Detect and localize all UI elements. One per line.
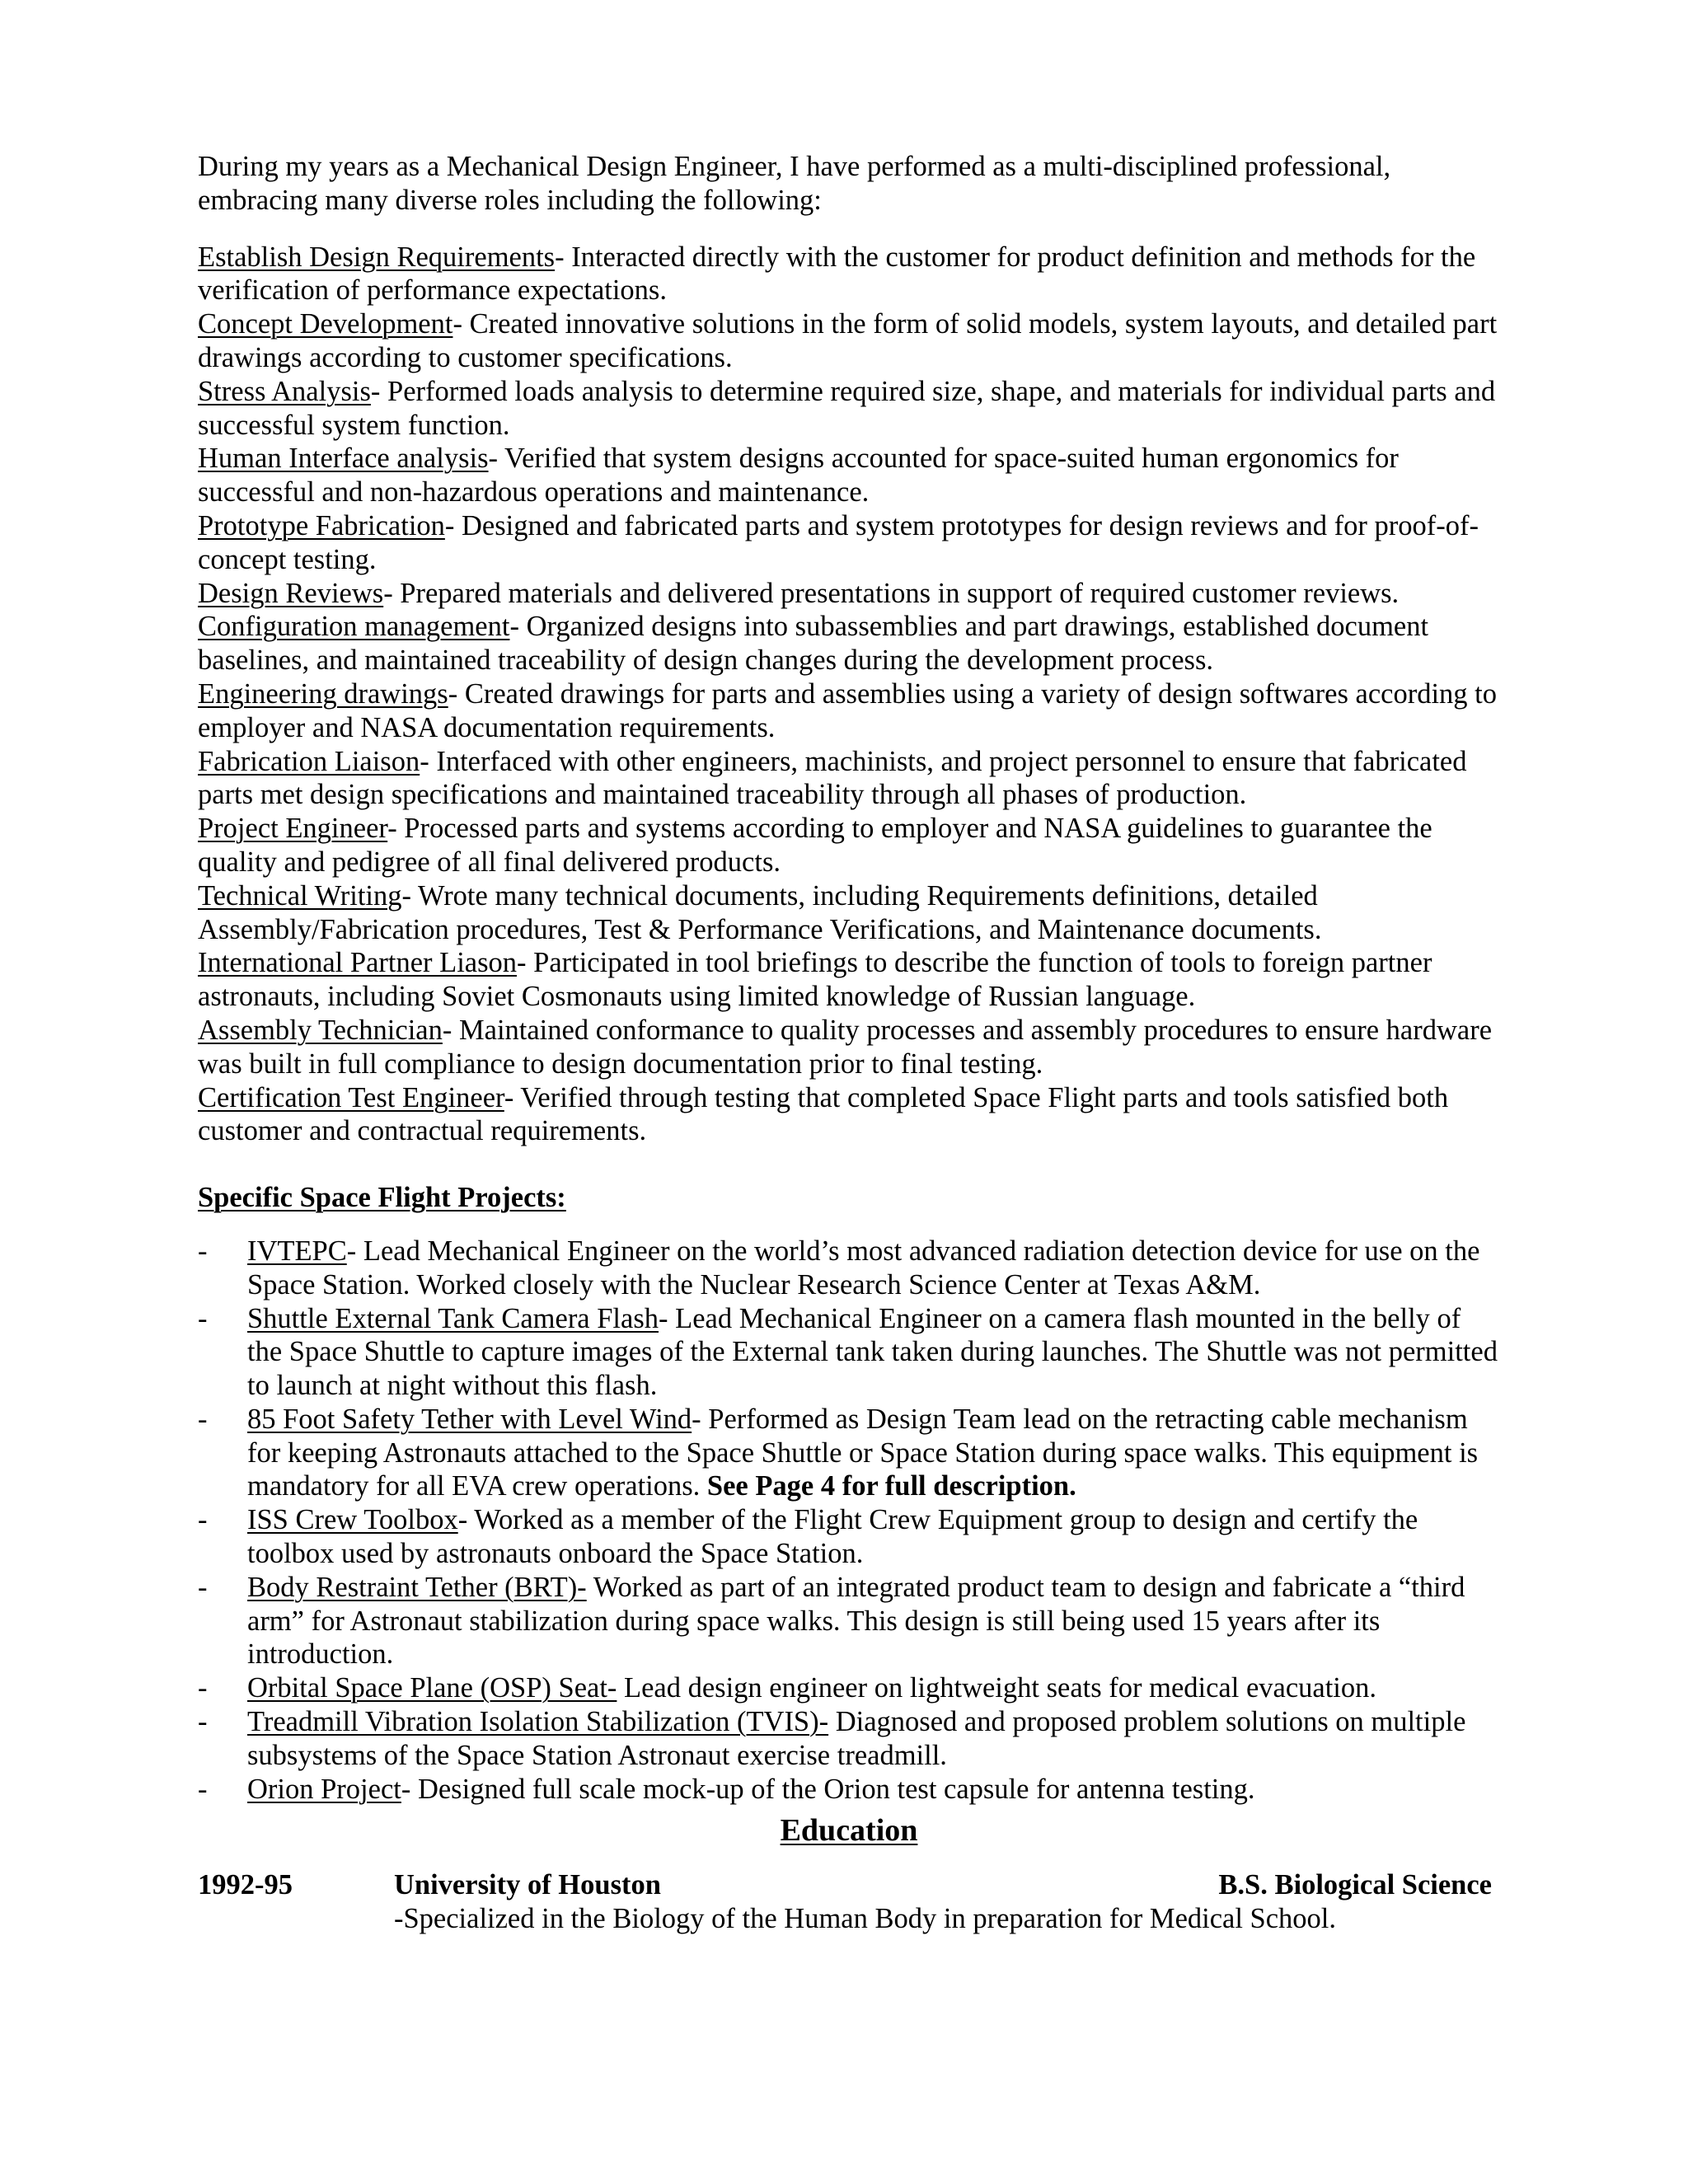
project-description: Diagnosed and proposed problem solutions on multiple subsystems of the Space Station Astronaut exercise treadmill. — [247, 1706, 1466, 1771]
role-description: - Verified through testing that completed Space Flight parts and tools satisfied both customer and contractual requirements. — [198, 1081, 1449, 1147]
role-item — [198, 879, 1500, 947]
role-description: - Interfaced with other engineers, machinists, and project personnel to ensure that fabricated parts met design specifications and maintained traceability through all phases of production. — [198, 745, 1467, 811]
project-item — [198, 1403, 1500, 1503]
role-item — [198, 375, 1500, 443]
roles-list — [198, 241, 1500, 1149]
role-title: Concept Development — [198, 308, 453, 340]
role-description: - Organized designs into subassemblies and part drawings, established document baselines, and maintained traceability of design changes during the development process. — [198, 611, 1429, 677]
education-heading: Education — [780, 1813, 918, 1849]
project-item — [198, 1235, 1500, 1302]
role-item — [198, 812, 1500, 879]
project-bullet: - — [198, 1235, 208, 1267]
role-title: Engineering drawings — [198, 677, 448, 710]
project-title: ISS Crew Toolbox — [247, 1504, 458, 1536]
role-item — [198, 677, 1500, 745]
project-description: - Lead Mechanical Engineer on a camera flash mounted in the belly of the Space Shuttle to capture images of the External tank taken during launches. The Shuttle was not permitted to launch at night without this flash. — [247, 1302, 1498, 1402]
project-title: 85 Foot Safety Tether with Level Wind — [247, 1403, 692, 1435]
project-description: - Designed full scale mock-up of the Orion test capsule for antenna testing. — [401, 1773, 1255, 1805]
intro-paragraph: During my years as a Mechanical Design Engineer, I have performed as a multi-disciplined professional, embracing many diverse roles including the following: — [198, 151, 1391, 216]
project-item — [198, 1302, 1500, 1403]
role-description: - Wrote many technical documents, including Requirements definitions, detailed Assembly/Fabrication procedures, Test & Performance Verifications, and Maintenance documents. — [198, 879, 1322, 945]
role-description: - Processed parts and systems according to employer and NASA guidelines to guarantee the quality and pedigree of all final delivered products. — [198, 813, 1432, 878]
role-title: Human Interface analysis — [198, 443, 489, 475]
project-item — [198, 1671, 1500, 1705]
project-title: Body Restraint Tether (BRT)- — [247, 1571, 587, 1603]
project-bullet: - — [198, 1706, 208, 1738]
project-bullet: - — [198, 1403, 208, 1435]
role-description: - Created drawings for parts and assemblies using a variety of design softwares according to employer and NASA documentation requirements. — [198, 677, 1498, 743]
projects-heading: Specific Space Flight Projects: — [198, 1182, 566, 1214]
role-title: Configuration management — [198, 611, 510, 643]
projects-list — [198, 1235, 1500, 1807]
role-item — [198, 1081, 1500, 1149]
role-item — [198, 946, 1500, 1014]
project-title: IVTEPC — [247, 1235, 347, 1267]
project-item — [198, 1705, 1500, 1773]
project-note: See Page 4 for full description. — [706, 1470, 1076, 1502]
project-description: Lead design engineer on lightweight seats for medical evacuation. — [617, 1672, 1377, 1704]
role-item — [198, 307, 1500, 375]
role-description: - Created innovative solutions in the form of solid models, system layouts, and detailed part drawings according to customer specifications. — [198, 308, 1498, 373]
project-title: Orion Project — [247, 1773, 401, 1805]
project-description: - Lead Mechanical Engineer on the world’s most advanced radiation detection device for use on the Space Station. Worked closely with the Nuclear Research Science Center at Texas A&M. — [247, 1235, 1480, 1301]
resume-page — [198, 150, 1500, 1936]
role-title: International Partner Liason — [198, 947, 518, 979]
role-title: Design Reviews — [198, 577, 384, 609]
role-title: Fabrication Liaison — [198, 745, 420, 777]
role-description: - Participated in tool briefings to describe the function of tools to foreign partner astronauts, including Soviet Cosmonauts using limited knowledge of Russian language. — [198, 947, 1432, 1013]
role-description: - Interacted directly with the customer for product definition and methods for the verification of performance expectations. — [198, 241, 1476, 307]
role-title: Establish Design Requirements — [198, 241, 556, 273]
role-item — [198, 442, 1500, 509]
role-title: Certification Test Engineer — [198, 1081, 504, 1113]
project-bullet: - — [198, 1504, 208, 1536]
role-item — [198, 241, 1500, 308]
role-title: Project Engineer — [198, 813, 388, 845]
project-description: - Performed as Design Team lead on the retracting cable mechanism for keeping Astronauts attached to the Space Shuttle or Space Station during space walks. This equipment is mandatory for all EVA crew operations. — [247, 1403, 1479, 1502]
role-item — [198, 610, 1500, 677]
project-description: - Worked as a member of the Flight Crew Equipment group to design and certify the toolbox used by astronauts onboard the Space Station. — [247, 1504, 1418, 1570]
project-item — [198, 1503, 1500, 1571]
project-bullet: - — [198, 1571, 208, 1603]
project-item — [198, 1773, 1500, 1807]
project-bullet: - — [198, 1302, 208, 1334]
project-description: Worked as part of an integrated product team to design and fabricate a “third arm” for Astronaut stabilization during space walks. This design is still being used 15 years after its introduction. — [247, 1571, 1465, 1671]
education-school: University of Houston — [394, 1869, 661, 1901]
role-description: - Prepared materials and delivered presentations in support of required customer reviews. — [383, 577, 1400, 609]
role-title: Prototype Fabrication — [198, 509, 445, 541]
education-degree: B.S. Biological Science — [1218, 1869, 1492, 1901]
project-title: Treadmill Vibration Isolation Stabilization (TVIS)- — [247, 1706, 829, 1738]
project-item — [198, 1571, 1500, 1671]
role-description: - Maintained conformance to quality processes and assembly procedures to ensure hardware was built in full compliance to design documentation prior to final testing. — [198, 1014, 1493, 1080]
role-description: - Designed and fabricated parts and system prototypes for design reviews and for proof-of-concept testing. — [198, 509, 1479, 575]
role-item — [198, 509, 1500, 577]
project-bullet: - — [198, 1672, 208, 1704]
education-detail: -Specialized in the Biology of the Human Body in preparation for Medical School. — [394, 1903, 1337, 1935]
role-title: Assembly Technician — [198, 1014, 443, 1046]
role-title: Stress Analysis — [198, 375, 371, 407]
education-years: 1992-95 — [198, 1869, 293, 1901]
project-bullet: - — [198, 1773, 208, 1805]
role-item — [198, 577, 1500, 611]
role-item — [198, 1014, 1500, 1081]
role-title: Technical Writing — [198, 879, 402, 912]
education-entry — [198, 1868, 1500, 1902]
project-title: Shuttle External Tank Camera Flash — [247, 1302, 659, 1334]
role-description: - Performed loads analysis to determine required size, shape, and materials for individual parts and successful system function. — [198, 375, 1496, 441]
role-item — [198, 745, 1500, 813]
project-title: Orbital Space Plane (OSP) Seat- — [247, 1672, 617, 1704]
role-description: - Verified that system designs accounted for space-suited human ergonomics for successful and non-hazardous operations and maintenance. — [198, 443, 1399, 509]
